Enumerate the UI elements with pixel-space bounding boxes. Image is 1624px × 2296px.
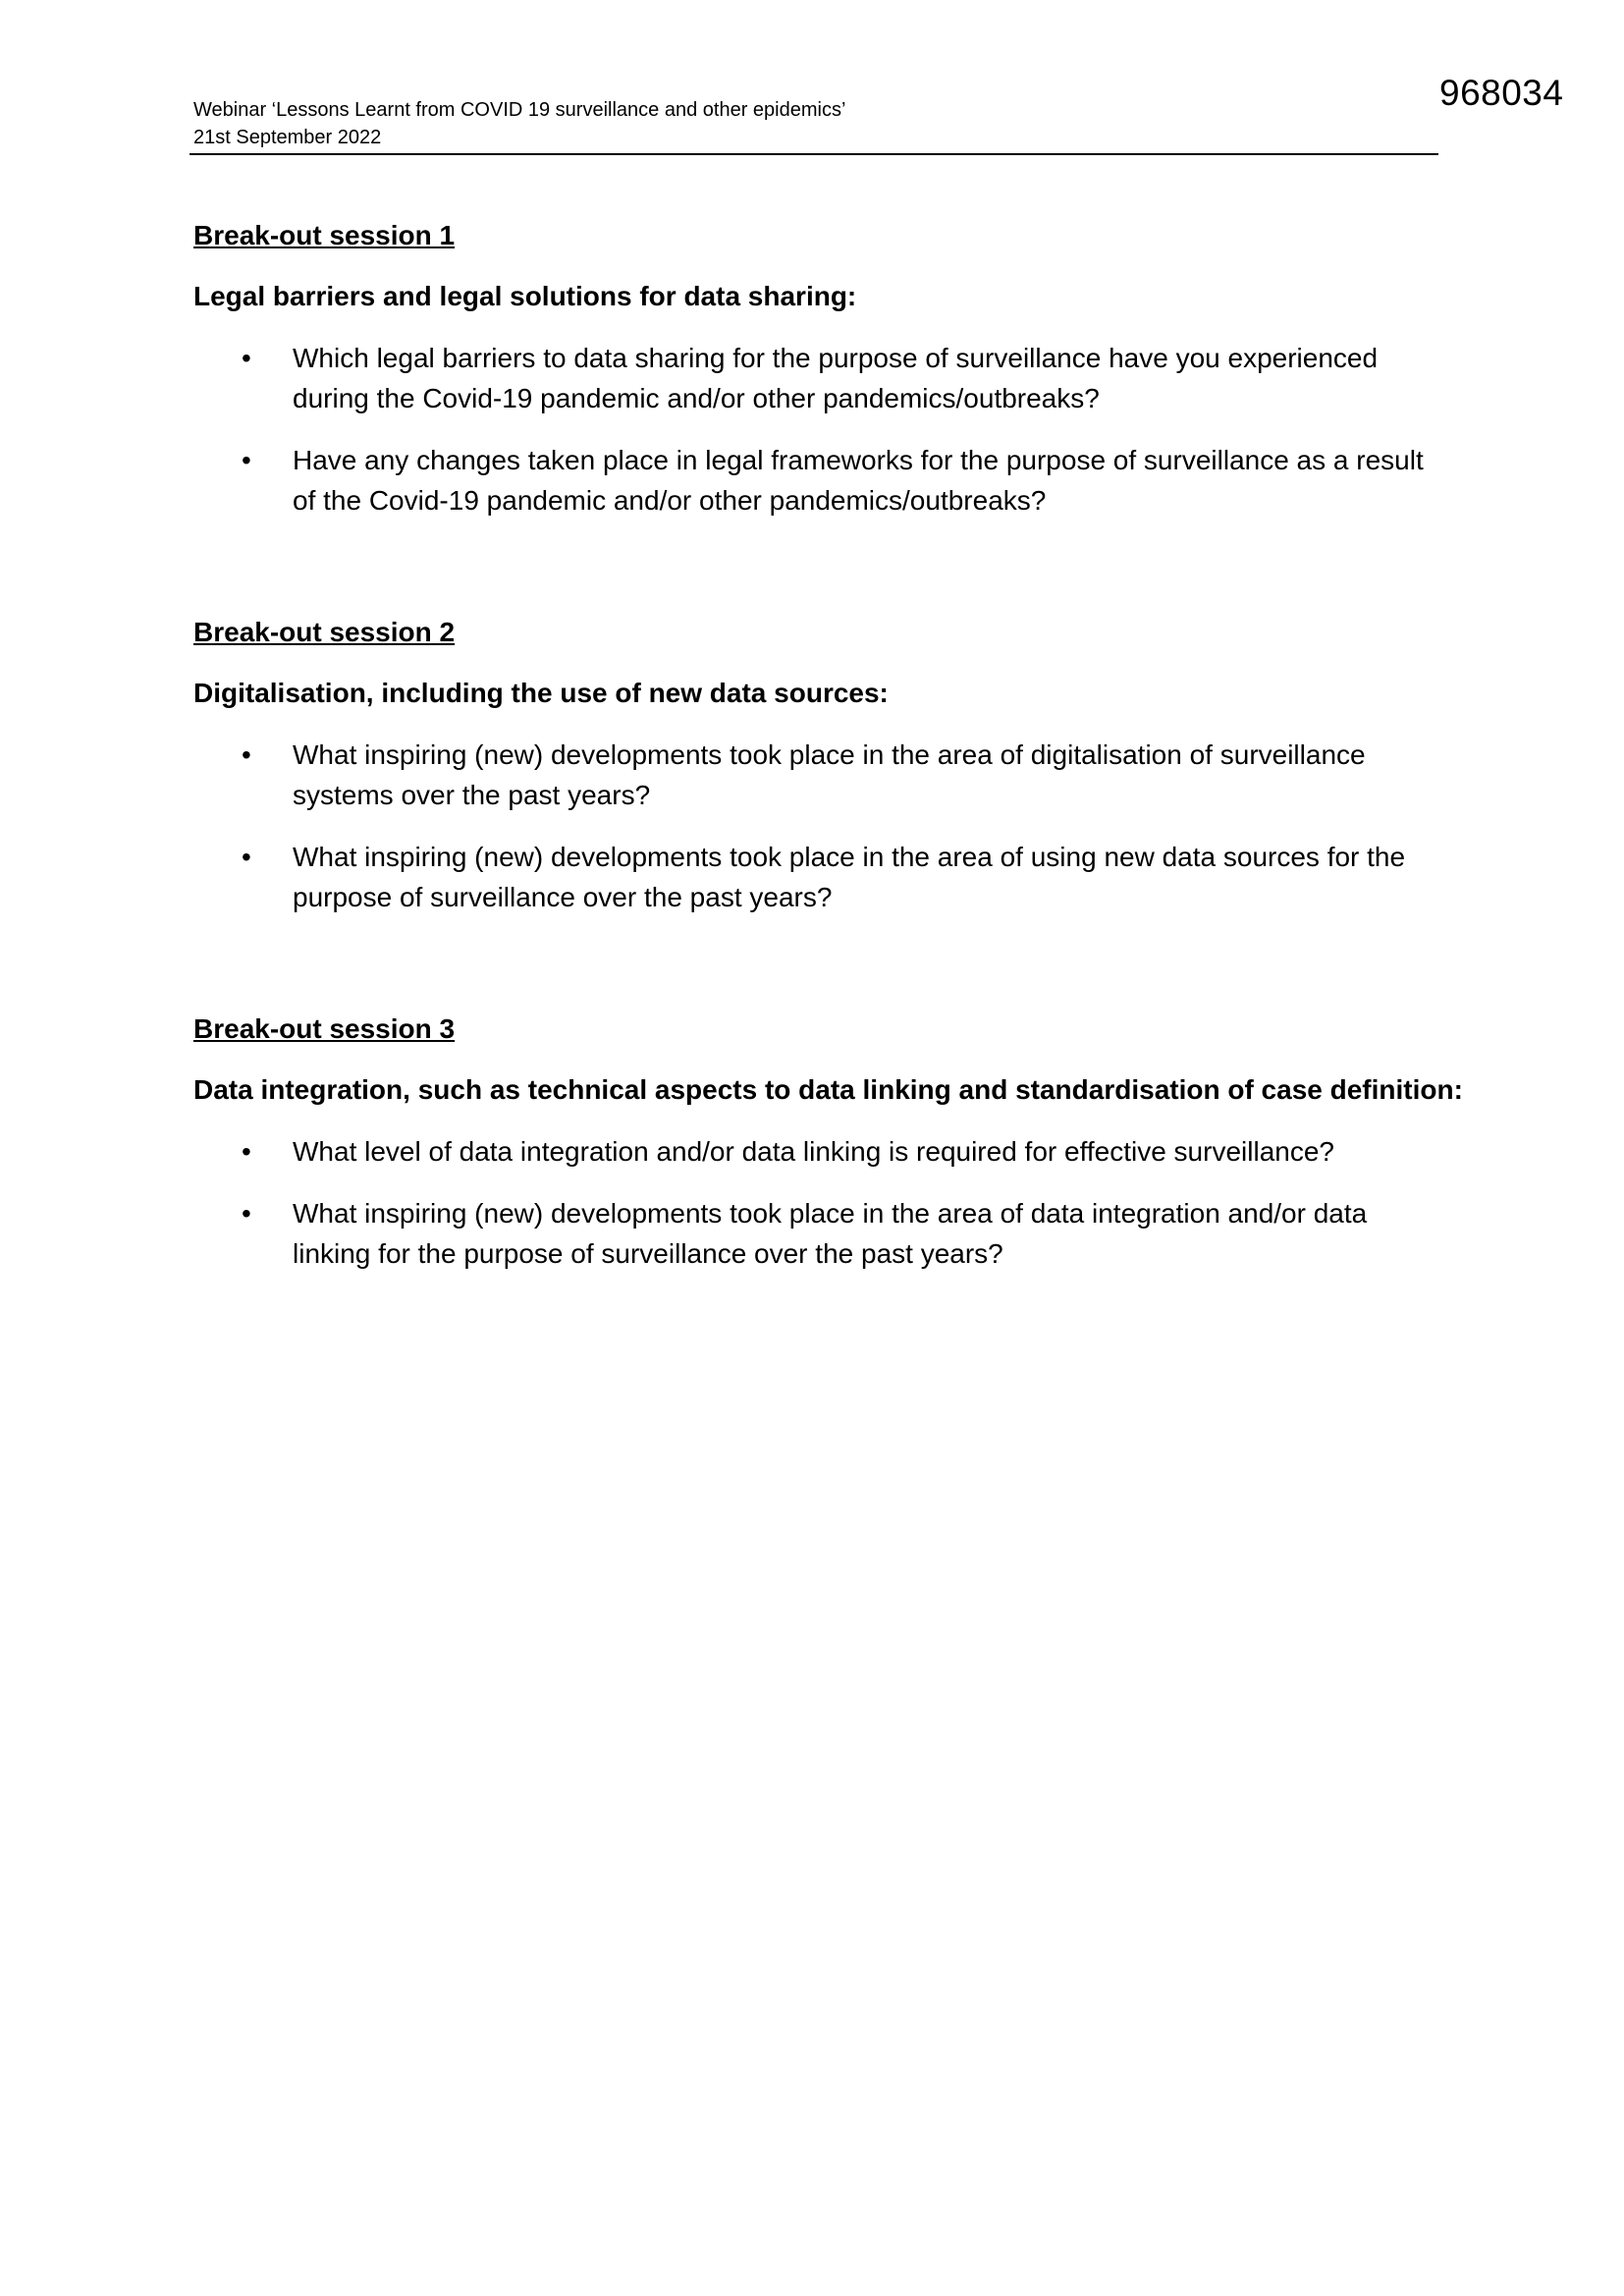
bullet-icon: • bbox=[242, 343, 251, 373]
question-text: What inspiring (new) developments took place in the area of data integration and/or data linking for the purpose of surveillance over the past years? bbox=[293, 1198, 1368, 1269]
question-list bbox=[193, 735, 1438, 917]
bullet-icon: • bbox=[242, 1136, 251, 1167]
document-id: 968034 bbox=[1439, 73, 1564, 113]
question-item bbox=[193, 1193, 1438, 1274]
question-text: Which legal barriers to data sharing for the purpose of surveillance have you experienced during the Covid-19 pandemic and/or other pandemics/outbreaks? bbox=[293, 343, 1379, 413]
page-header bbox=[193, 96, 845, 151]
bullet-icon: • bbox=[242, 739, 251, 770]
session-label: Break-out session 2 bbox=[193, 617, 456, 647]
session-topic: Data integration, such as technical aspects to data linking and standardisation of case definition: bbox=[193, 1074, 1463, 1105]
session-label: Break-out session 1 bbox=[193, 220, 456, 250]
question-item bbox=[193, 338, 1438, 418]
question-text: What inspiring (new) developments took place in the area of digitalisation of surveillance systems over the past years? bbox=[293, 739, 1366, 810]
header-title: Webinar ‘Lessons Learnt from COVID 19 surveillance and other epidemics’ bbox=[193, 99, 846, 121]
question-item bbox=[193, 735, 1438, 815]
document-body bbox=[193, 216, 1463, 1274]
session-topic: Legal barriers and legal solutions for data sharing: bbox=[193, 281, 857, 311]
breakout-session-2 bbox=[193, 613, 1438, 917]
session-topic: Digitalisation, including the use of new data sources: bbox=[193, 678, 889, 708]
breakout-session-3 bbox=[193, 1010, 1463, 1274]
session-label: Break-out session 3 bbox=[193, 1013, 456, 1044]
bullet-icon: • bbox=[242, 1198, 251, 1229]
bullet-icon: • bbox=[242, 842, 251, 872]
question-list bbox=[193, 1131, 1438, 1274]
header-divider bbox=[189, 153, 1438, 155]
question-text: What level of data integration and/or data linking is required for effective surveillance? bbox=[293, 1136, 1334, 1167]
question-text: What inspiring (new) developments took place in the area of using new data sources for the purpose of surveillance over the past years? bbox=[293, 842, 1406, 912]
breakout-session-1 bbox=[193, 216, 1438, 520]
question-item bbox=[193, 440, 1438, 520]
question-text: Have any changes taken place in legal frameworks for the purpose of surveillance as a result of the Covid-19 pandemic and/or other pandemics/outbreaks? bbox=[293, 445, 1424, 516]
bullet-icon: • bbox=[242, 445, 251, 475]
question-item bbox=[193, 837, 1438, 917]
question-list bbox=[193, 338, 1438, 520]
header-date: 21st September 2022 bbox=[193, 127, 382, 148]
question-item bbox=[193, 1131, 1438, 1172]
